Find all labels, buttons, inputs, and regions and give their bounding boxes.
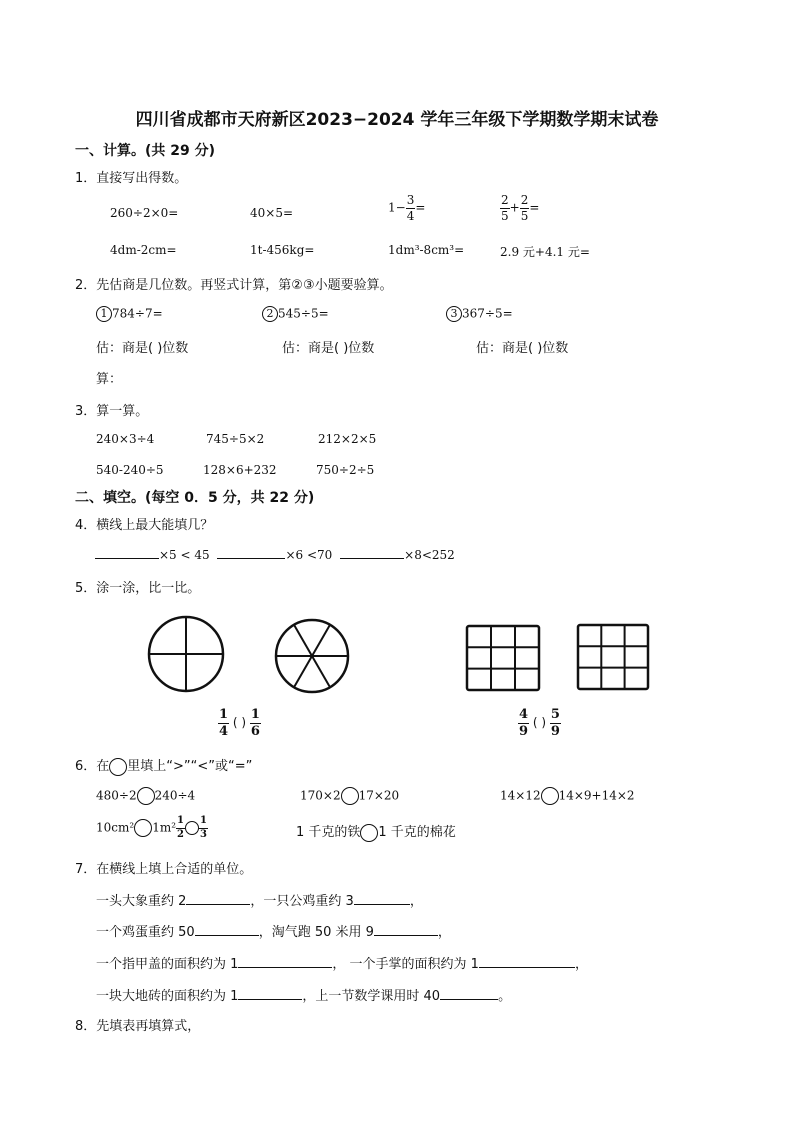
q5-compare-2: $\frac{4}{9}$ ( ) $\frac{5}{9}$ [519,707,560,739]
q2-estimate-3: 估：商是( )位数 [476,341,569,356]
q3-expr-6: 750÷2÷5 [316,463,375,477]
answer-blank [95,546,159,559]
q6-item-4: 10cm² 1m² $\frac{1}{2}$ $\frac{1}{3}$ [96,815,207,840]
grid-3x3-figure-1 [465,624,541,692]
section-heading-1: 一、计算。(共 29 分) [75,143,216,159]
compare-circle [341,787,359,805]
q5-compare-1: $\frac{1}{4}$ ( ) $\frac{1}{6}$ [219,707,260,739]
q2-estimate-2: 估：商是( )位数 [282,341,375,356]
answer-blank [238,987,302,1000]
circled-number: 3 [446,306,462,322]
compare-circle [137,787,155,805]
fraction: $\frac{3}{4}$ [406,193,415,223]
fraction: $\frac{1}{4}$ [219,707,229,739]
q2-item-1: 1 784÷7= [96,306,163,322]
circle-sixths-figure [273,617,351,695]
answer-blank [479,955,575,968]
page-title: 四川省成都市天府新区2023−2024 学年三年级下学期数学期末试卷 [135,110,659,130]
compare-circle [360,824,378,842]
compare-circle [185,821,199,835]
q3-expr-5: 128×6+232 [203,463,277,477]
question-4-label: 4．横线上最大能填几？ [75,518,214,533]
answer-blank [217,546,285,559]
fraction: $\frac{5}{9}$ [550,707,560,739]
answer-blank [340,546,404,559]
q1-expr-5: 4dm-2cm= [110,243,177,257]
q2-estimate-1: 估：商是( )位数 [96,341,189,356]
q3-expr-4: 540-240÷5 [96,463,164,477]
q7-line-4: 一块大地砖的面积约为 1 ，上一节数学课用时 40 。 [96,989,512,1004]
question-2-label: 2．先估商是几位数。再竖式计算，第②③小题要验算。 [75,278,393,293]
circle-quarters-figure [146,614,226,694]
question-8-label: 8．先填表再填算式， [75,1019,201,1034]
q1-expr-6: 1t-456kg= [250,243,315,257]
q1-expr-4: $\frac{2}{5}$ + $\frac{2}{5}$ = [501,193,540,223]
q1-expr-1: 260÷2×0= [110,206,179,220]
answer-blank [374,923,438,936]
fraction: $\frac{2}{5}$ [501,193,509,223]
section-heading-2: 二、填空。(每空 0．5 分，共 22 分) [75,490,315,506]
q7-line-2: 一个鸡蛋重约 50 ，淘气跑 50 米用 9 ， [96,925,451,940]
q1-expr-7: 1dm³-8cm³= [388,243,465,257]
answer-blank [238,955,332,968]
answer-blank [195,923,259,936]
fraction: $\frac{2}{5}$ [520,193,529,223]
compare-circle [109,758,127,776]
q4-line: ×5 < 45 ×6 <70 ×8<252 [95,546,455,562]
circled-number: 2 [262,306,278,322]
grid-3x3-figure-2 [576,623,650,691]
answer-blank [186,892,250,905]
q3-expr-1: 240×3÷4 [96,432,155,446]
q1-expr-3: 1− $\frac{3}{4}$ = [388,193,426,223]
question-7-label: 7．在横线上填上合适的单位。 [75,862,253,877]
q2-calc-label: 算： [96,372,123,387]
q2-item-2: 2 545÷5= [262,306,329,322]
question-6-label: 6．在 里填上“>”“<”或“=” [75,759,253,774]
question-1-label: 1．直接写出得数。 [75,171,188,186]
compare-circle [134,819,152,837]
q6-item-1: 480÷2 240÷4 [96,787,195,805]
q1-expr-2: 40×5= [250,206,294,220]
q6-item-5: 1 千克的铁 1 千克的棉花 [296,825,456,840]
q2-item-3: 3 367÷5= [446,306,513,322]
question-3-label: 3．算一算。 [75,404,149,419]
fraction: $\frac{4}{9}$ [519,707,529,739]
q3-expr-3: 212×2×5 [318,432,377,446]
q6-item-2: 170×2 17×20 [300,787,399,805]
q6-item-3: 14×12 14×9+14×2 [500,787,635,805]
answer-blank [354,892,410,905]
q3-expr-2: 745÷5×2 [206,432,265,446]
q7-line-1: 一头大象重约 2 ，一只公鸡重约 3 ， [96,894,423,909]
fraction: $\frac{1}{2}$ [177,815,184,840]
q7-line-3: 一个指甲盖的面积约为 1 ， 一个手掌的面积约为 1 ， [96,957,588,972]
compare-circle [541,787,559,805]
question-5-label: 5．涂一涂，比一比。 [75,581,201,596]
circled-number: 1 [96,306,112,322]
q1-expr-8: 2.9 元+4.1 元= [500,245,590,259]
answer-blank [440,987,498,1000]
fraction: $\frac{1}{3}$ [199,815,207,840]
fraction: $\frac{1}{6}$ [250,707,260,739]
